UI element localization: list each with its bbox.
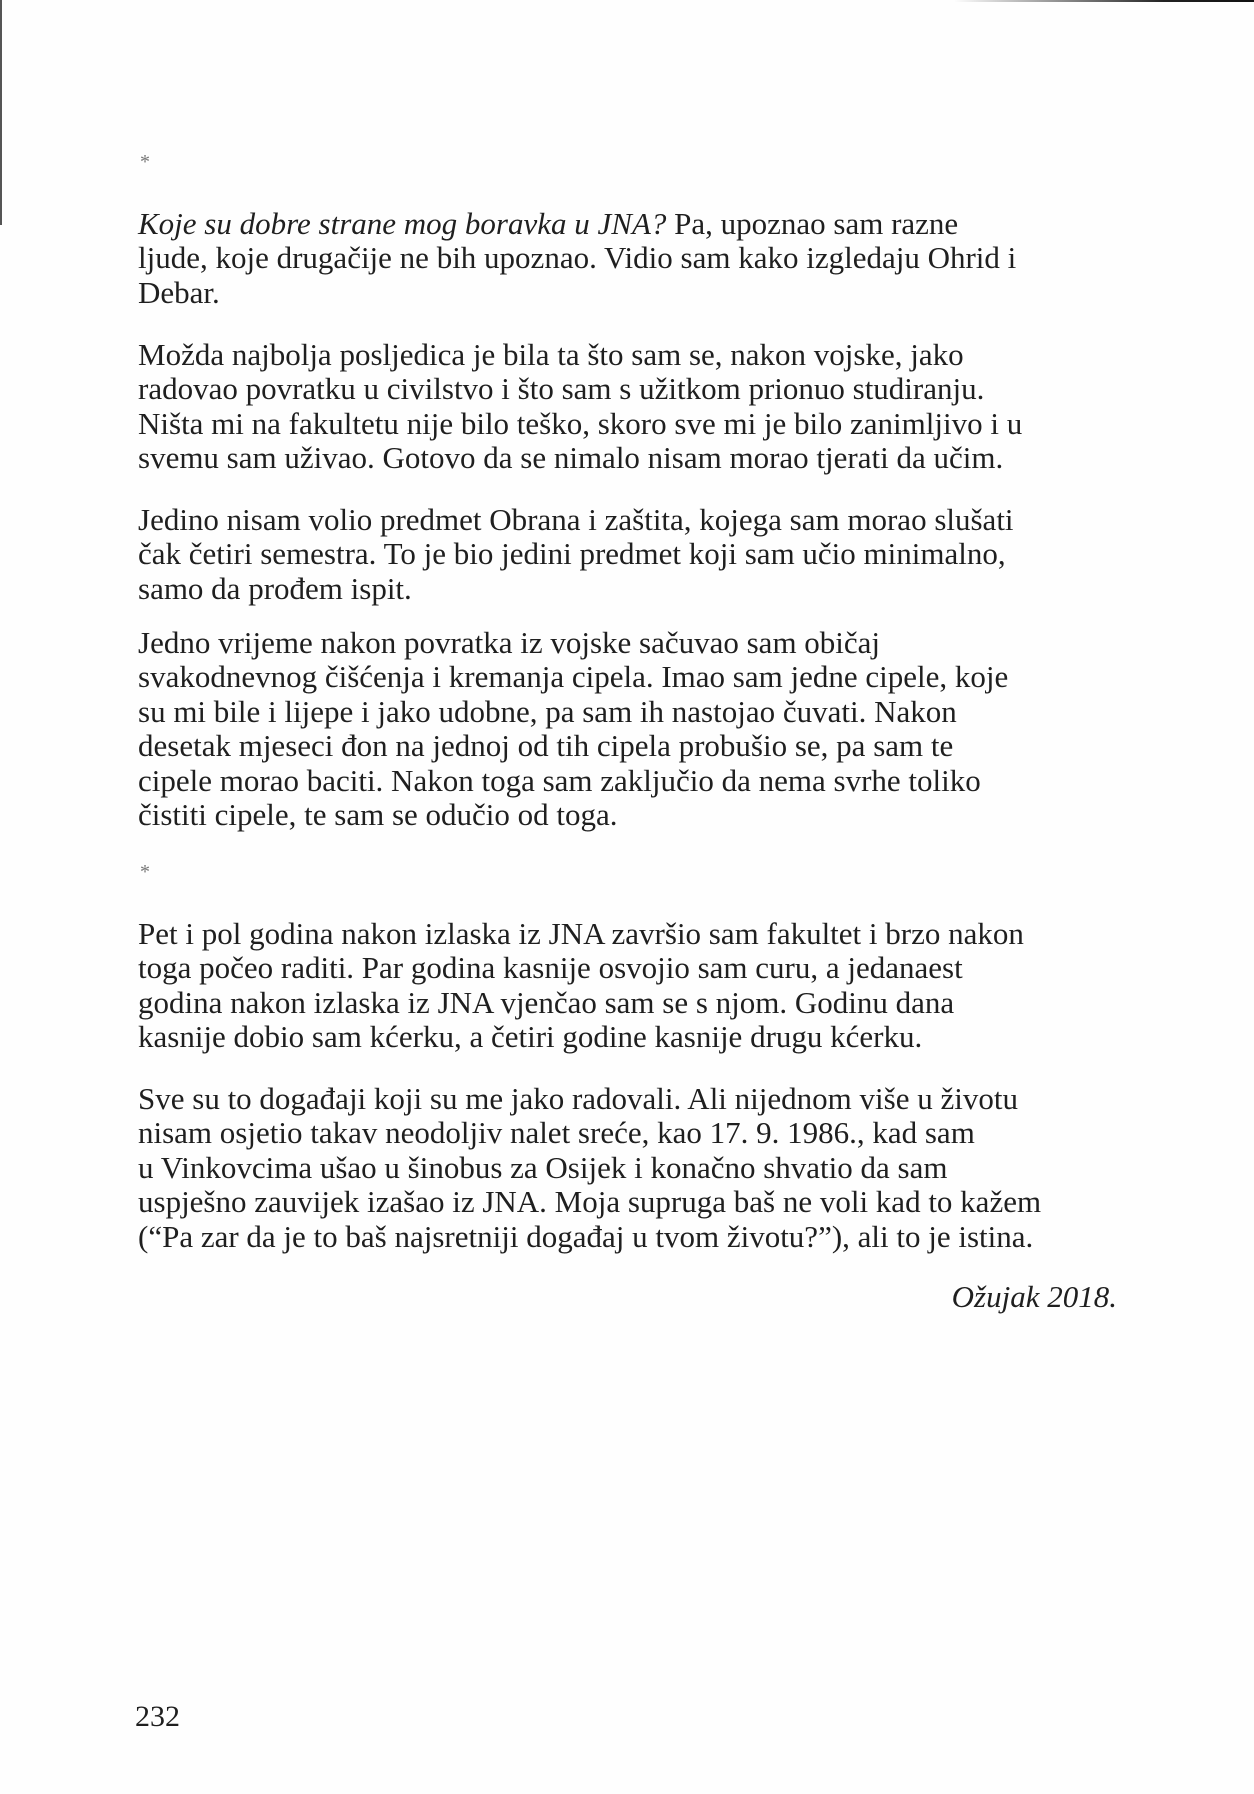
- paragraph-line: svakodnevnog čišćenja i kremanja cipela. Imao sam jedne cipele, koje: [138, 659, 1009, 695]
- paragraph-line: Debar.: [138, 274, 220, 310]
- paragraph-line: čistiti cipele, te sam se odučio od toga.: [138, 797, 618, 833]
- paragraph-line: ljude, koje drugačije ne bih upoznao. Vidio sam kako izgledaju Ohrid i: [138, 240, 1017, 276]
- paragraph-line: Koje su dobre strane mog boravka u JNA? Pa, upoznao sam razne: [138, 206, 959, 241]
- paragraph-line: su mi bile i lijepe i jako udobne, pa sam ih nastojao čuvati. Nakon: [138, 693, 957, 729]
- paragraph-line: samo da prođem ispit.: [138, 570, 412, 606]
- paragraph-line: godina nakon izlaska iz JNA vjenčao sam se s njom. Godinu dana: [138, 984, 955, 1020]
- paragraph-line: Jedno vrijeme nakon povratka iz vojske sačuvao sam običaj: [138, 625, 881, 660]
- paragraph-line: (“Pa zar da je to baš najsretniji događaj u tvom životu?”), ali to je istina.: [138, 1218, 1034, 1254]
- date-signature: Ožujak 2018.: [951, 1279, 1117, 1314]
- paragraph-line: Ništa mi na fakultetu nije bilo teško, skoro sve mi je bilo zanimljivo i u: [138, 405, 1023, 441]
- paragraph-line: Jedino nisam volio predmet Obrana i zaštita, kojega sam morao slušati: [138, 502, 1014, 537]
- italic-question: Koje su dobre strane mog boravka u JNA?: [138, 206, 667, 241]
- page-number: 232: [135, 1700, 180, 1733]
- section-break-asterisk: *: [140, 861, 150, 883]
- paragraph-line: uspješno zauvijek izašao iz JNA. Moja supruga baš ne voli kad to kažem: [138, 1184, 1042, 1220]
- paragraph-line: toga počeo raditi. Par godina kasnije osvojio sam curu, a jedanaest: [138, 950, 963, 986]
- page-edge-top: [954, 0, 1254, 2]
- paragraph-line: radovao povratku u civilstvo i što sam s užitkom prionuo studiranju.: [138, 371, 985, 407]
- paragraph-line: Sve su to događaji koji su me jako radovali. Ali nijednom više u životu: [138, 1081, 1018, 1116]
- paragraph-line: desetak mjeseci đon na jednoj od tih cipela probušio se, pa sam te: [138, 728, 954, 764]
- paragraph-5: [138, 917, 1123, 1055]
- paragraph-line: čak četiri semestra. To je bio jedini predmet koji sam učio minimalno,: [138, 536, 1006, 572]
- paragraph-line: svemu sam uživao. Gotovo da se nimalo nisam morao tjerati da učim.: [138, 440, 1004, 476]
- paragraph-line: nisam osjetio takav neodoljiv nalet sreće, kao 17. 9. 1986., kad sam: [138, 1115, 975, 1151]
- paragraph-6: [138, 1082, 1123, 1254]
- paragraph-1: [138, 207, 1123, 310]
- paragraph-line: cipele morao baciti. Nakon toga sam zaključio da nema svrhe toliko: [138, 762, 981, 798]
- paragraph-line: u Vinkovcima ušao u šinobus za Osijek i konačno shvatio da sam: [138, 1149, 948, 1185]
- paragraph-line: Možda najbolja posljedica je bila ta što sam se, nakon vojske, jako: [138, 337, 964, 372]
- paragraph-2: [138, 338, 1123, 476]
- paragraph-line: kasnije dobio sam kćerku, a četiri godine kasnije drugu kćerku.: [138, 1019, 923, 1055]
- paragraph-line: Pet i pol godina nakon izlaska iz JNA završio sam fakultet i brzo nakon: [138, 916, 1024, 951]
- page-edge-left: [0, 0, 2, 225]
- section-break-asterisk: *: [140, 151, 150, 173]
- paragraph-4: [138, 626, 1123, 832]
- paragraph-3: [138, 503, 1123, 606]
